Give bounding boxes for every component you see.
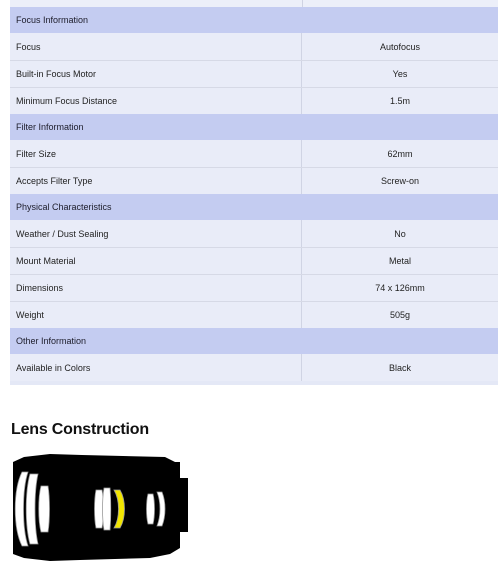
lens-element-rear-1: [147, 494, 155, 524]
row-value: Screw-on: [380, 176, 419, 186]
section-header-focus: Focus Information: [10, 7, 498, 33]
row-label: Dimensions: [10, 275, 302, 301]
row-label: Weight: [10, 302, 302, 328]
specifications-table: [10, 0, 498, 385]
row-value: Black: [388, 362, 411, 373]
row-label: Weather / Dust Sealing: [10, 220, 302, 247]
row-label: Focus: [10, 33, 302, 60]
row-value: Yes: [392, 69, 408, 79]
row-label: Available in Colors: [10, 354, 302, 381]
table-row: [10, 140, 498, 167]
section-header-physical: Physical Characteristics: [10, 194, 498, 220]
row-label: Accepts Filter Type: [10, 168, 302, 194]
lens-construction-heading: Lens Construction: [11, 421, 149, 438]
row-value: No: [394, 228, 406, 239]
row-value: 62mm: [387, 148, 413, 159]
table-row: [10, 33, 498, 60]
row-value: Metal: [388, 256, 411, 266]
section-header-filter: Filter Information: [10, 114, 498, 140]
row-label: Built-in Focus Motor: [10, 61, 302, 87]
row-value: 505g: [389, 310, 411, 320]
row-label: Filter Size: [10, 140, 302, 167]
table-row: [10, 220, 498, 247]
table-row: [10, 87, 498, 114]
row-value: 74 x 126mm: [375, 283, 425, 293]
table-row: [10, 301, 498, 328]
row-value: 1.5m: [389, 96, 410, 106]
table-top-row-stub: [10, 0, 498, 7]
row-label: Mount Material: [10, 248, 302, 274]
section-header-other: Other Information: [10, 328, 498, 354]
lens-element-front-3: [39, 486, 50, 532]
lens-construction-diagram: [10, 450, 195, 565]
table-row: [10, 354, 498, 381]
row-label: Minimum Focus Distance: [10, 88, 302, 114]
table-row: [10, 167, 498, 194]
table-row: [10, 247, 498, 274]
table-row: [10, 60, 498, 87]
lens-element-mid-2: [103, 488, 111, 530]
table-row: [10, 274, 498, 301]
row-value: Autofocus: [379, 41, 421, 52]
